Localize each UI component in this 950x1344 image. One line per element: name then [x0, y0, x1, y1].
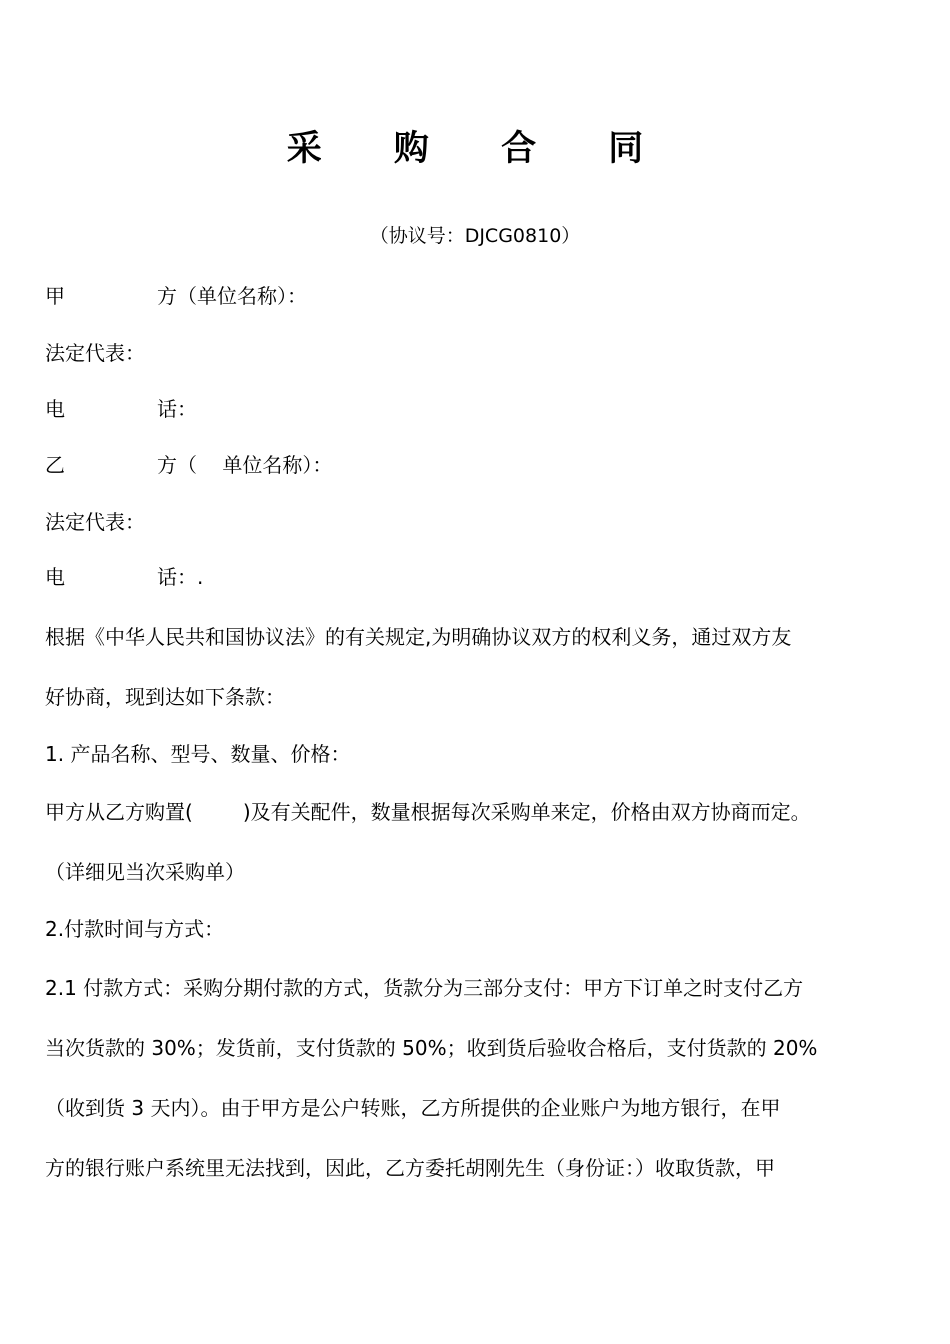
clause-2-1-line-2: 当次货款的 30%；发货前，支付货款的 50%；收到货后验收合格后，支付货款的 20% — [45, 1036, 818, 1060]
party-b-rep-label: 法定代表： — [45, 510, 145, 534]
party-b-tel-label-2: 话：. — [157, 565, 204, 589]
document-title: 采 购 合 同 — [286, 128, 674, 169]
party-b-rep-line — [45, 508, 145, 536]
clause-1-line-1 — [45, 798, 811, 826]
party-a-rep-line — [45, 339, 145, 367]
clause-1-text-a: 甲方从乙方购置( — [45, 800, 193, 824]
agreement-number: （协议号：DJCG0810） — [369, 225, 581, 247]
party-b-name-line — [45, 451, 332, 479]
party-b-tel-label-1: 电 — [45, 565, 65, 589]
party-a-name-field-label: 方（单位名称）： — [157, 284, 307, 308]
party-b-label: 乙 — [45, 453, 65, 477]
clause-2-1-line-4: 方的银行账户系统里无法找到，因此，乙方委托胡刚先生（身份证：）收取货款，甲 — [45, 1156, 775, 1180]
clause-1-line-2: （详细见当次采购单） — [45, 860, 245, 884]
party-a-name-line — [45, 282, 307, 310]
clause-1-title: 1. 产品名称、型号、数量、价格： — [45, 742, 351, 766]
party-a-tel-label-1: 电 — [45, 397, 65, 421]
intro-paragraph-line-2: 好协商，现到达如下条款： — [45, 685, 285, 709]
party-a-tel-line — [45, 395, 197, 423]
clause-2-title: 2.付款时间与方式： — [45, 917, 225, 941]
party-a-rep-label: 法定代表： — [45, 341, 145, 365]
party-b-name-field-label: 方（ 单位名称）： — [157, 453, 333, 477]
party-a-tel-label-2: 话： — [157, 397, 197, 421]
clause-2-1-line-3: （收到货 3 天内）。由于甲方是公户转账，乙方所提供的企业账户为地方银行，在甲 — [45, 1096, 781, 1120]
clause-1-text-b: )及有关配件，数量根据每次采购单来定，价格由双方协商而定。 — [242, 800, 811, 824]
party-b-tel-line — [45, 563, 203, 591]
party-a-label: 甲 — [45, 284, 65, 308]
intro-paragraph-line-1: 根据《中华人民共和国协议法》的有关规定,为明确协议双方的权利义务，通过双方友 — [45, 625, 792, 649]
clause-2-1-line-1: 2.1 付款方式：采购分期付款的方式，货款分为三部分支付：甲方下订单之时支付乙方 — [45, 976, 804, 1000]
